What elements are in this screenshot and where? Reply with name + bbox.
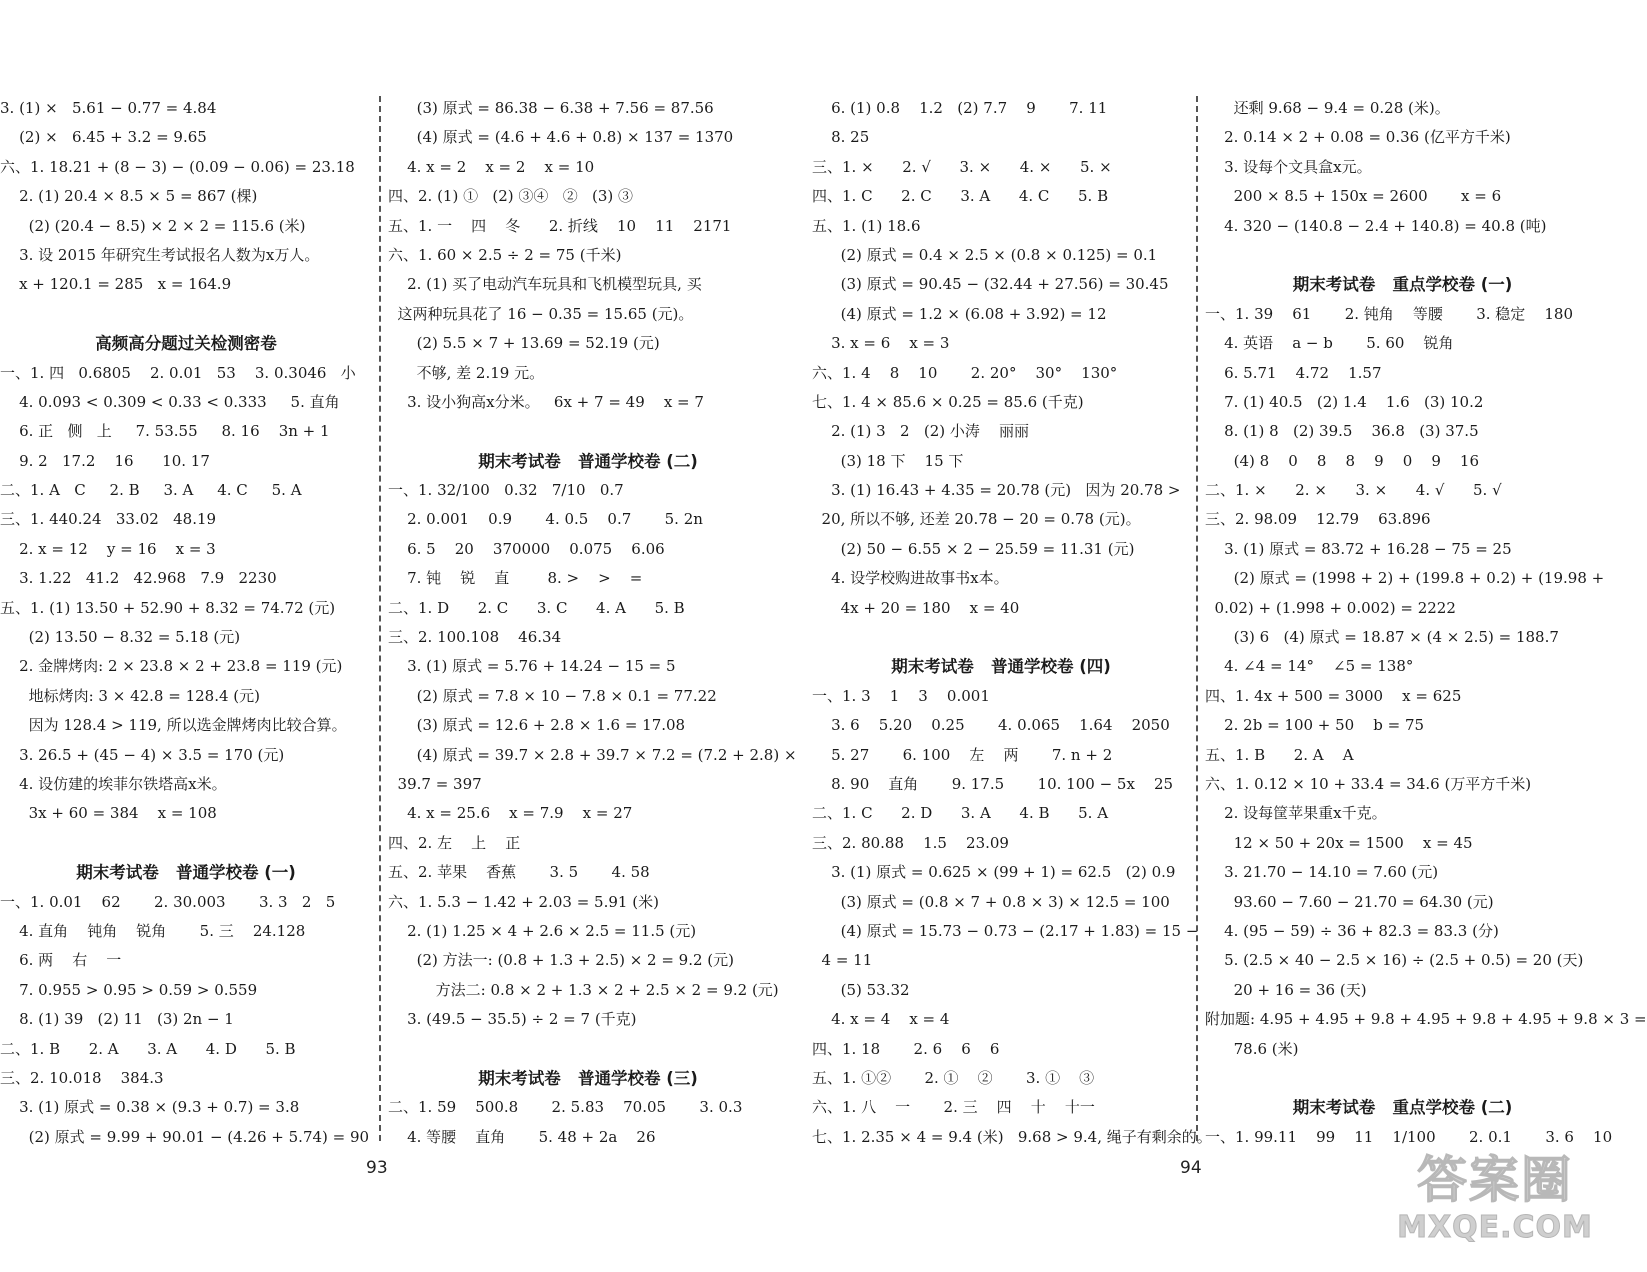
answer-line: 四、2. 左 上 正 xyxy=(388,833,521,852)
answer-line: (5) 53.32 xyxy=(812,980,910,999)
answer-line: 2. 设每筐苹果重x千克。 xyxy=(1205,804,1387,823)
answer-line: 还剩 9.68 − 9.4 = 0.28 (米)。 xyxy=(1205,99,1450,117)
section-heading: 期末考试卷 重点学校卷 (二) xyxy=(1292,1098,1513,1118)
column-3 xyxy=(812,94,1212,1152)
answer-line: 一、1. 39 61 2. 钝角 等腰 3. 稳定 180 xyxy=(1205,304,1574,323)
answer-line: 二、1. × 2. × 3. × 4. √ 5. √ xyxy=(1205,481,1502,500)
answer-line xyxy=(812,623,1190,652)
section-heading: 高频高分题过关检测密卷 xyxy=(95,334,277,354)
answer-line: 一、1. 32/100 0.32 7/10 0.7 xyxy=(388,481,624,500)
answer-line: 3. 设每个文具盒x元。 xyxy=(1205,157,1372,176)
section-heading: 期末考试卷 普通学校卷 (四) xyxy=(891,657,1111,677)
answer-line: 39.7 = 397 xyxy=(388,774,482,793)
answer-line: (4) 原式 = (4.6 + 4.6 + 0.8) × 137 = 1370 xyxy=(388,128,734,147)
answer-line: 12 × 50 + 20x = 1500 x = 45 xyxy=(1205,833,1473,852)
answer-line: (2) 原式 = (1998 + 2) + (199.8 + 0.2) + (19.98 + xyxy=(1205,569,1605,588)
answer-line: 六、1. 4 8 10 2. 20° 30° 130° xyxy=(812,363,1118,382)
answer-line: 3. (1) × 5.61 − 0.77 = 4.84 xyxy=(0,99,217,117)
answer-line: 6. 正 侧 上 7. 53.55 8. 16 3n + 1 xyxy=(0,422,330,441)
answer-line: 5. (2.5 × 40 − 2.5 × 16) ÷ (2.5 + 0.5) = 20 (天) xyxy=(1205,951,1584,970)
answer-line: 六、1. 18.21 + (8 − 3) − (0.09 − 0.06) = 23.18 xyxy=(0,157,355,176)
answer-line: 3. 1.22 41.2 42.968 7.9 2230 xyxy=(0,569,277,588)
section-heading: 期末考试卷 重点学校卷 (一) xyxy=(1292,275,1513,295)
answer-line: 一、1. 3 1 3 0.001 xyxy=(812,686,990,705)
answer-line: 附加题: 4.95 + 4.95 + 9.8 + 4.95 + 9.8 + 4.95 + 9.8 × 3 = xyxy=(1205,1010,1647,1029)
answer-line: 2. 金牌烤肉: 2 × 23.8 × 2 + 23.8 = 119 (元) xyxy=(0,657,343,676)
answer-line: 93.60 − 7.60 − 21.70 = 64.30 (元) xyxy=(1205,892,1494,911)
answer-line: (2) 50 − 6.55 × 2 − 25.59 = 11.31 (元) xyxy=(812,539,1135,558)
answer-line: 一、1. 99.11 99 11 1/100 2. 0.1 3. 6 10 xyxy=(1205,1127,1613,1146)
answer-line: (2) 5.5 × 7 + 13.69 = 52.19 (元) xyxy=(388,334,660,353)
answer-line: 8. 90 直角 9. 17.5 10. 100 − 5x 25 xyxy=(812,774,1174,793)
answer-line: 3. (1) 原式 = 0.38 × (9.3 + 0.7) = 3.8 xyxy=(0,1098,300,1117)
answer-line: 6. 5.71 4.72 1.57 xyxy=(1205,363,1382,382)
answer-line: 7. 0.955 > 0.95 > 0.59 > 0.559 xyxy=(0,980,258,999)
answer-line: 五、1. ①② 2. ① ② 3. ① ③ xyxy=(812,1068,1095,1087)
answer-line: 8. 25 xyxy=(812,128,870,147)
answer-line: 200 × 8.5 + 150x = 2600 x = 6 xyxy=(1205,187,1502,206)
answer-line xyxy=(388,417,788,446)
answer-line: 二、1. A C 2. B 3. A 4. C 5. A xyxy=(0,481,302,500)
answer-line: 3. (1) 原式 = 83.72 + 16.28 − 75 = 25 xyxy=(1205,539,1512,558)
watermark-main-text: 答案圈 xyxy=(1417,1151,1573,1209)
page-number-left: 93 xyxy=(366,1158,388,1178)
column-4 xyxy=(1205,94,1647,1152)
answer-line: 3. 6 5.20 0.25 4. 0.065 1.64 2050 xyxy=(812,716,1170,735)
answer-line: 四、1. C 2. C 3. A 4. C 5. B xyxy=(812,187,1109,206)
answer-line: 2. 0.14 × 2 + 0.08 = 0.36 (亿平方千米) xyxy=(1205,128,1511,147)
answer-line: 七、1. 4 × 85.6 × 0.25 = 85.6 (千克) xyxy=(812,392,1084,411)
answer-line: 三、2. 80.88 1.5 23.09 xyxy=(812,833,1009,852)
answer-line: 4. x = 25.6 x = 7.9 x = 27 xyxy=(388,804,633,823)
answer-line: 2. 0.001 0.9 4. 0.5 0.7 5. 2n xyxy=(388,510,703,529)
column-1 xyxy=(0,94,372,1152)
answer-line: 三、2. 100.108 46.34 xyxy=(388,628,562,647)
answer-line: 7. 钝 锐 直 8. > > = xyxy=(388,569,643,588)
answer-line: 地标烤肉: 3 × 42.8 = 128.4 (元) xyxy=(0,686,260,705)
answer-line xyxy=(1205,1064,1600,1093)
answer-line: 4 = 11 xyxy=(812,951,873,970)
answer-line: (3) 原式 = 86.38 − 6.38 + 7.56 = 87.56 xyxy=(388,99,714,117)
answer-line: 2. (1) 1.25 × 4 + 2.6 × 2.5 = 11.5 (元) xyxy=(388,921,697,940)
answer-line: 4. 英语 a − b 5. 60 锐角 xyxy=(1205,334,1454,353)
column-divider xyxy=(1196,96,1198,1141)
answer-line: 4x + 20 = 180 x = 40 xyxy=(812,598,1020,617)
answer-line: (3) 18 下 15 下 xyxy=(812,451,964,470)
answer-line: 2. x = 12 y = 16 x = 3 xyxy=(0,539,216,558)
answer-line: 三、1. 440.24 33.02 48.19 xyxy=(0,510,217,529)
answer-line: 一、1. 0.01 62 2. 30.003 3. 3 2 5 xyxy=(0,892,336,911)
answer-line: 0.02) + (1.998 + 0.002) = 2222 xyxy=(1205,598,1456,617)
answer-line: 四、1. 4x + 500 = 3000 x = 625 xyxy=(1205,686,1462,705)
answer-line: 3. (1) 原式 = 0.625 × (99 + 1) = 62.5 (2) 0.9 xyxy=(812,863,1176,882)
answer-line: 二、1. D 2. C 3. C 4. A 5. B xyxy=(388,598,685,617)
answer-line: 2. (1) 买了电动汽车玩具和飞机模型玩具, 买 xyxy=(388,275,702,294)
answer-line: 2. (1) 3 2 (2) 小涛 丽丽 xyxy=(812,422,1029,441)
answer-line: (2) 原式 = 7.8 × 10 − 7.8 × 0.1 = 77.22 xyxy=(388,686,717,705)
answer-line: 3. x = 6 x = 3 xyxy=(812,334,950,353)
answer-line: 3. 设小狗高x分米。 6x + 7 = 49 x = 7 xyxy=(388,392,704,411)
answer-line: 3. 26.5 + (45 − 4) × 3.5 = 170 (元) xyxy=(0,745,285,764)
answer-line: 不够, 差 2.19 元。 xyxy=(388,363,545,382)
watermark-logo xyxy=(1395,1150,1595,1268)
answer-line: 五、1. (1) 18.6 xyxy=(812,216,921,235)
answer-line: 三、1. × 2. √ 3. × 4. × 5. × xyxy=(812,157,1112,176)
answer-line: 四、2. (1) ① (2) ③④ ② (3) ③ xyxy=(388,187,634,206)
answer-line: 4. 设仿建的埃菲尔铁塔高x米。 xyxy=(0,774,227,793)
answer-line: 五、2. 苹果 香蕉 3. 5 4. 58 xyxy=(388,863,650,882)
answer-line: 2. (1) 20.4 × 8.5 × 5 = 867 (棵) xyxy=(0,187,258,206)
answer-line: 方法二: 0.8 × 2 + 1.3 × 2 + 2.5 × 2 = 9.2 (元) xyxy=(388,980,779,999)
answer-line: (2) 原式 = 0.4 × 2.5 × (0.8 × 0.125) = 0.1 xyxy=(812,245,1158,264)
answer-line: 这两种玩具花了 16 − 0.35 = 15.65 (元)。 xyxy=(388,304,694,323)
answer-line: 8. (1) 8 (2) 39.5 36.8 (3) 37.5 xyxy=(1205,422,1479,441)
answer-line: 4. 设学校购进故事书x本。 xyxy=(812,569,1009,588)
answer-line: (3) 6 (4) 原式 = 18.87 × (4 × 2.5) = 188.7 xyxy=(1205,628,1559,647)
answer-line: 4. 直角 钝角 锐角 5. 三 24.128 xyxy=(0,921,306,940)
column-divider xyxy=(379,96,381,1141)
answer-line: 三、2. 10.018 384.3 xyxy=(0,1068,164,1087)
answer-line xyxy=(388,1035,788,1064)
answer-line: 20 + 16 = 36 (天) xyxy=(1205,980,1367,999)
answer-line: 六、1. 0.12 × 10 + 33.4 = 34.6 (万平方千米) xyxy=(1205,774,1532,793)
answer-line: 七、1. 2.35 × 4 = 9.4 (米) 9.68 > 9.4, 绳子有剩余的。 xyxy=(812,1127,1212,1146)
answer-line: x + 120.1 = 285 x = 164.9 xyxy=(0,275,232,294)
answer-line: 9. 2 17.2 16 10. 17 xyxy=(0,451,210,470)
answer-line: 3. (1) 原式 = 5.76 + 14.24 − 15 = 5 xyxy=(388,657,676,676)
answer-line: 5. 27 6. 100 左 两 7. n + 2 xyxy=(812,745,1113,764)
answer-line: 五、1. 一 四 冬 2. 折线 10 11 2171 xyxy=(388,216,732,235)
column-2 xyxy=(388,94,797,1152)
answer-line: 78.6 (米) xyxy=(1205,1039,1299,1058)
answer-line: 4. 320 − (140.8 − 2.4 + 140.8) = 40.8 (吨) xyxy=(1205,216,1547,235)
answer-line: 2. 2b = 100 + 50 b = 75 xyxy=(1205,716,1425,735)
answer-line: 五、1. (1) 13.50 + 52.90 + 8.32 = 74.72 (元) xyxy=(0,598,336,617)
answer-line: (2) 原式 = 9.99 + 90.01 − (4.26 + 5.74) = 90 xyxy=(0,1127,370,1146)
section-heading: 期末考试卷 普通学校卷 (一) xyxy=(76,863,296,883)
answer-line: 因为 128.4 > 119, 所以选金牌烤肉比较合算。 xyxy=(0,716,347,735)
answer-line: 一、1. 四 0.6805 2. 0.01 53 3. 0.3046 小 xyxy=(0,363,356,382)
answer-line: 6. 5 20 370000 0.075 6.06 xyxy=(388,539,665,558)
answer-line: (3) 原式 = 90.45 − (32.44 + 27.56) = 30.45 xyxy=(812,275,1169,294)
answer-line: (2) (20.4 − 8.5) × 2 × 2 = 115.6 (米) xyxy=(0,216,306,235)
answer-line: 六、1. 5.3 − 1.42 + 2.03 = 5.91 (米) xyxy=(388,892,659,911)
answer-line: 4. x = 4 x = 4 xyxy=(812,1010,950,1029)
answer-line: (2) × 6.45 + 3.2 = 9.65 xyxy=(0,128,207,147)
answer-line: 五、1. B 2. A A xyxy=(1205,745,1354,764)
answer-line: 二、1. C 2. D 3. A 4. B 5. A xyxy=(812,804,1109,823)
answer-line: 六、1. 60 × 2.5 ÷ 2 = 75 (千米) xyxy=(388,245,622,264)
answer-line: 3. (49.5 − 35.5) ÷ 2 = 7 (千克) xyxy=(388,1010,637,1029)
answer-line: 3. (1) 16.43 + 4.35 = 20.78 (元) 因为 20.78 > xyxy=(812,481,1181,500)
answer-line: (4) 原式 = 15.73 − 0.73 − (2.17 + 1.83) = 15 − xyxy=(812,921,1199,940)
answer-line: (4) 原式 = 1.2 × (6.08 + 3.92) = 12 xyxy=(812,304,1107,323)
answer-line: 6. (1) 0.8 1.2 (2) 7.7 9 7. 11 xyxy=(812,99,1108,117)
answer-line: (2) 方法一: (0.8 + 1.3 + 2.5) × 2 = 9.2 (元) xyxy=(388,951,735,970)
answer-line xyxy=(0,300,372,329)
answer-line: 二、1. 59 500.8 2. 5.83 70.05 3. 0.3 xyxy=(388,1098,743,1117)
answer-line: (4) 原式 = 39.7 × 2.8 + 39.7 × 7.2 = (7.2 + 2.8) × xyxy=(388,745,797,764)
answer-line: 三、2. 98.09 12.79 63.896 xyxy=(1205,510,1431,529)
answer-line: 4. 等腰 直角 5. 48 + 2a 26 xyxy=(388,1127,656,1146)
answer-line: (3) 原式 = 12.6 + 2.8 × 1.6 = 17.08 xyxy=(388,716,686,735)
answer-line: 8. (1) 39 (2) 11 (3) 2n − 1 xyxy=(0,1010,234,1029)
answer-line: (3) 原式 = (0.8 × 7 + 0.8 × 3) × 12.5 = 100 xyxy=(812,892,1170,911)
answer-line: 4. ∠4 = 14° ∠5 = 138° xyxy=(1205,657,1414,676)
answer-line: 六、1. 八 一 2. 三 四 十 十一 xyxy=(812,1098,1095,1117)
answer-line: 四、1. 18 2. 6 6 6 xyxy=(812,1039,1000,1058)
answer-line: 3x + 60 = 384 x = 108 xyxy=(0,804,217,823)
answer-line: (4) 8 0 8 8 9 0 9 16 xyxy=(1205,451,1480,470)
answer-line: 4. 0.093 < 0.309 < 0.33 < 0.333 5. 直角 xyxy=(0,392,340,411)
answer-line: 二、1. B 2. A 3. A 4. D 5. B xyxy=(0,1039,296,1058)
section-heading: 期末考试卷 普通学校卷 (三) xyxy=(478,1068,698,1088)
page-number-right: 94 xyxy=(1180,1158,1202,1178)
answer-line: 3. 21.70 − 14.10 = 7.60 (元) xyxy=(1205,863,1439,882)
answer-line: 7. (1) 40.5 (2) 1.4 1.6 (3) 10.2 xyxy=(1205,392,1484,411)
section-heading: 期末考试卷 普通学校卷 (二) xyxy=(478,451,698,471)
answer-line: 3. 设 2015 年研究生考试报名人数为x万人。 xyxy=(0,245,320,264)
answer-line: 4. (95 − 59) ÷ 36 + 82.3 = 83.3 (分) xyxy=(1205,921,1499,940)
answer-line: 6. 两 右 一 xyxy=(0,951,122,970)
answer-line: 20, 所以不够, 还差 20.78 − 20 = 0.78 (元)。 xyxy=(812,510,1141,529)
answer-line xyxy=(0,829,372,858)
watermark-url: MXQE.COM xyxy=(1397,1210,1593,1245)
answer-line: (2) 13.50 − 8.32 = 5.18 (元) xyxy=(0,628,241,647)
answer-line: 4. x = 2 x = 2 x = 10 xyxy=(388,157,595,176)
answer-line xyxy=(1205,241,1600,270)
